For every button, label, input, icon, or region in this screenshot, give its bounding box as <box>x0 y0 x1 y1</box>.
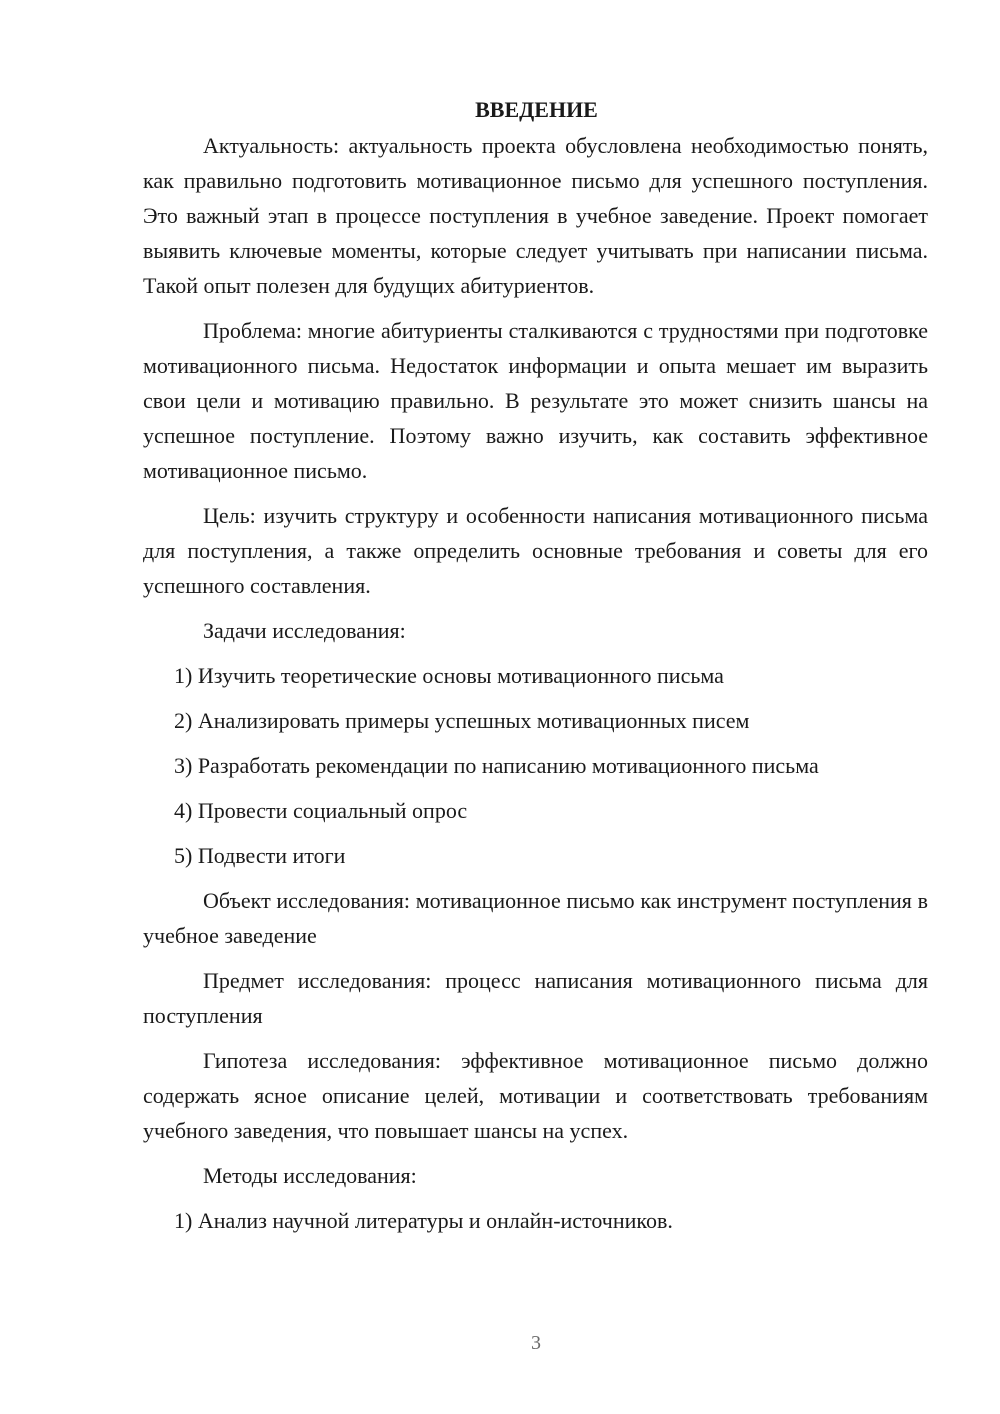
list-item: 4) Провести социальный опрос <box>174 798 468 823</box>
paragraph-subject: Предмет исследования: процесс написания мотивационного письма для поступления <box>143 968 928 1028</box>
list-item: 1) Анализ научной литературы и онлайн-источников. <box>174 1208 673 1233</box>
paragraph-goal: Цель: изучить структуру и особенности написания мотивационного письма для поступления, а также определить основные требования и советы для его успешного составления. <box>143 503 928 598</box>
section-title: ВВЕДЕНИЕ <box>475 97 598 122</box>
paragraph-hypothesis: Гипотеза исследования: эффективное мотивационное письмо должно содержать ясное описание целей, мотивации и соответствовать требованиям учебного заведения, что повышает шансы на успех. <box>143 1048 928 1143</box>
list-item: 2) Анализировать примеры успешных мотивационных писем <box>174 708 750 733</box>
tasks-heading: Задачи исследования: <box>203 618 406 643</box>
paragraph-problem: Проблема: многие абитуриенты сталкиваются с трудностями при подготовке мотивационного письма. Недостаток информации и опыта мешает им выразить свои цели и мотивацию правильно. В результате это может снизить шансы на успешное поступление. Поэтому важно изучить, как составить эффективное мотивационное письмо. <box>143 318 928 483</box>
list-item: 5) Подвести итоги <box>174 843 346 868</box>
methods-heading: Методы исследования: <box>203 1163 417 1188</box>
tasks-list <box>143 658 928 873</box>
list-item: 1) Изучить теоретические основы мотивационного письма <box>174 663 724 688</box>
paragraph-relevance: Актуальность: актуальность проекта обусловлена необходимостью понять, как правильно подготовить мотивационное письмо для успешного поступления. Это важный этап в процессе поступления в учебное заведение. Проект помогает выявить ключевые моменты, которые следует учитывать при написании письма. Такой опыт полезен для будущих абитуриентов. <box>143 133 928 298</box>
document-page <box>143 92 928 1248</box>
list-item: 3) Разработать рекомендации по написанию мотивационного письма <box>174 753 819 778</box>
methods-list <box>143 1203 928 1238</box>
page-number: 3 <box>531 1332 541 1354</box>
paragraph-object: Объект исследования: мотивационное письмо как инструмент поступления в учебное заведение <box>143 888 928 948</box>
